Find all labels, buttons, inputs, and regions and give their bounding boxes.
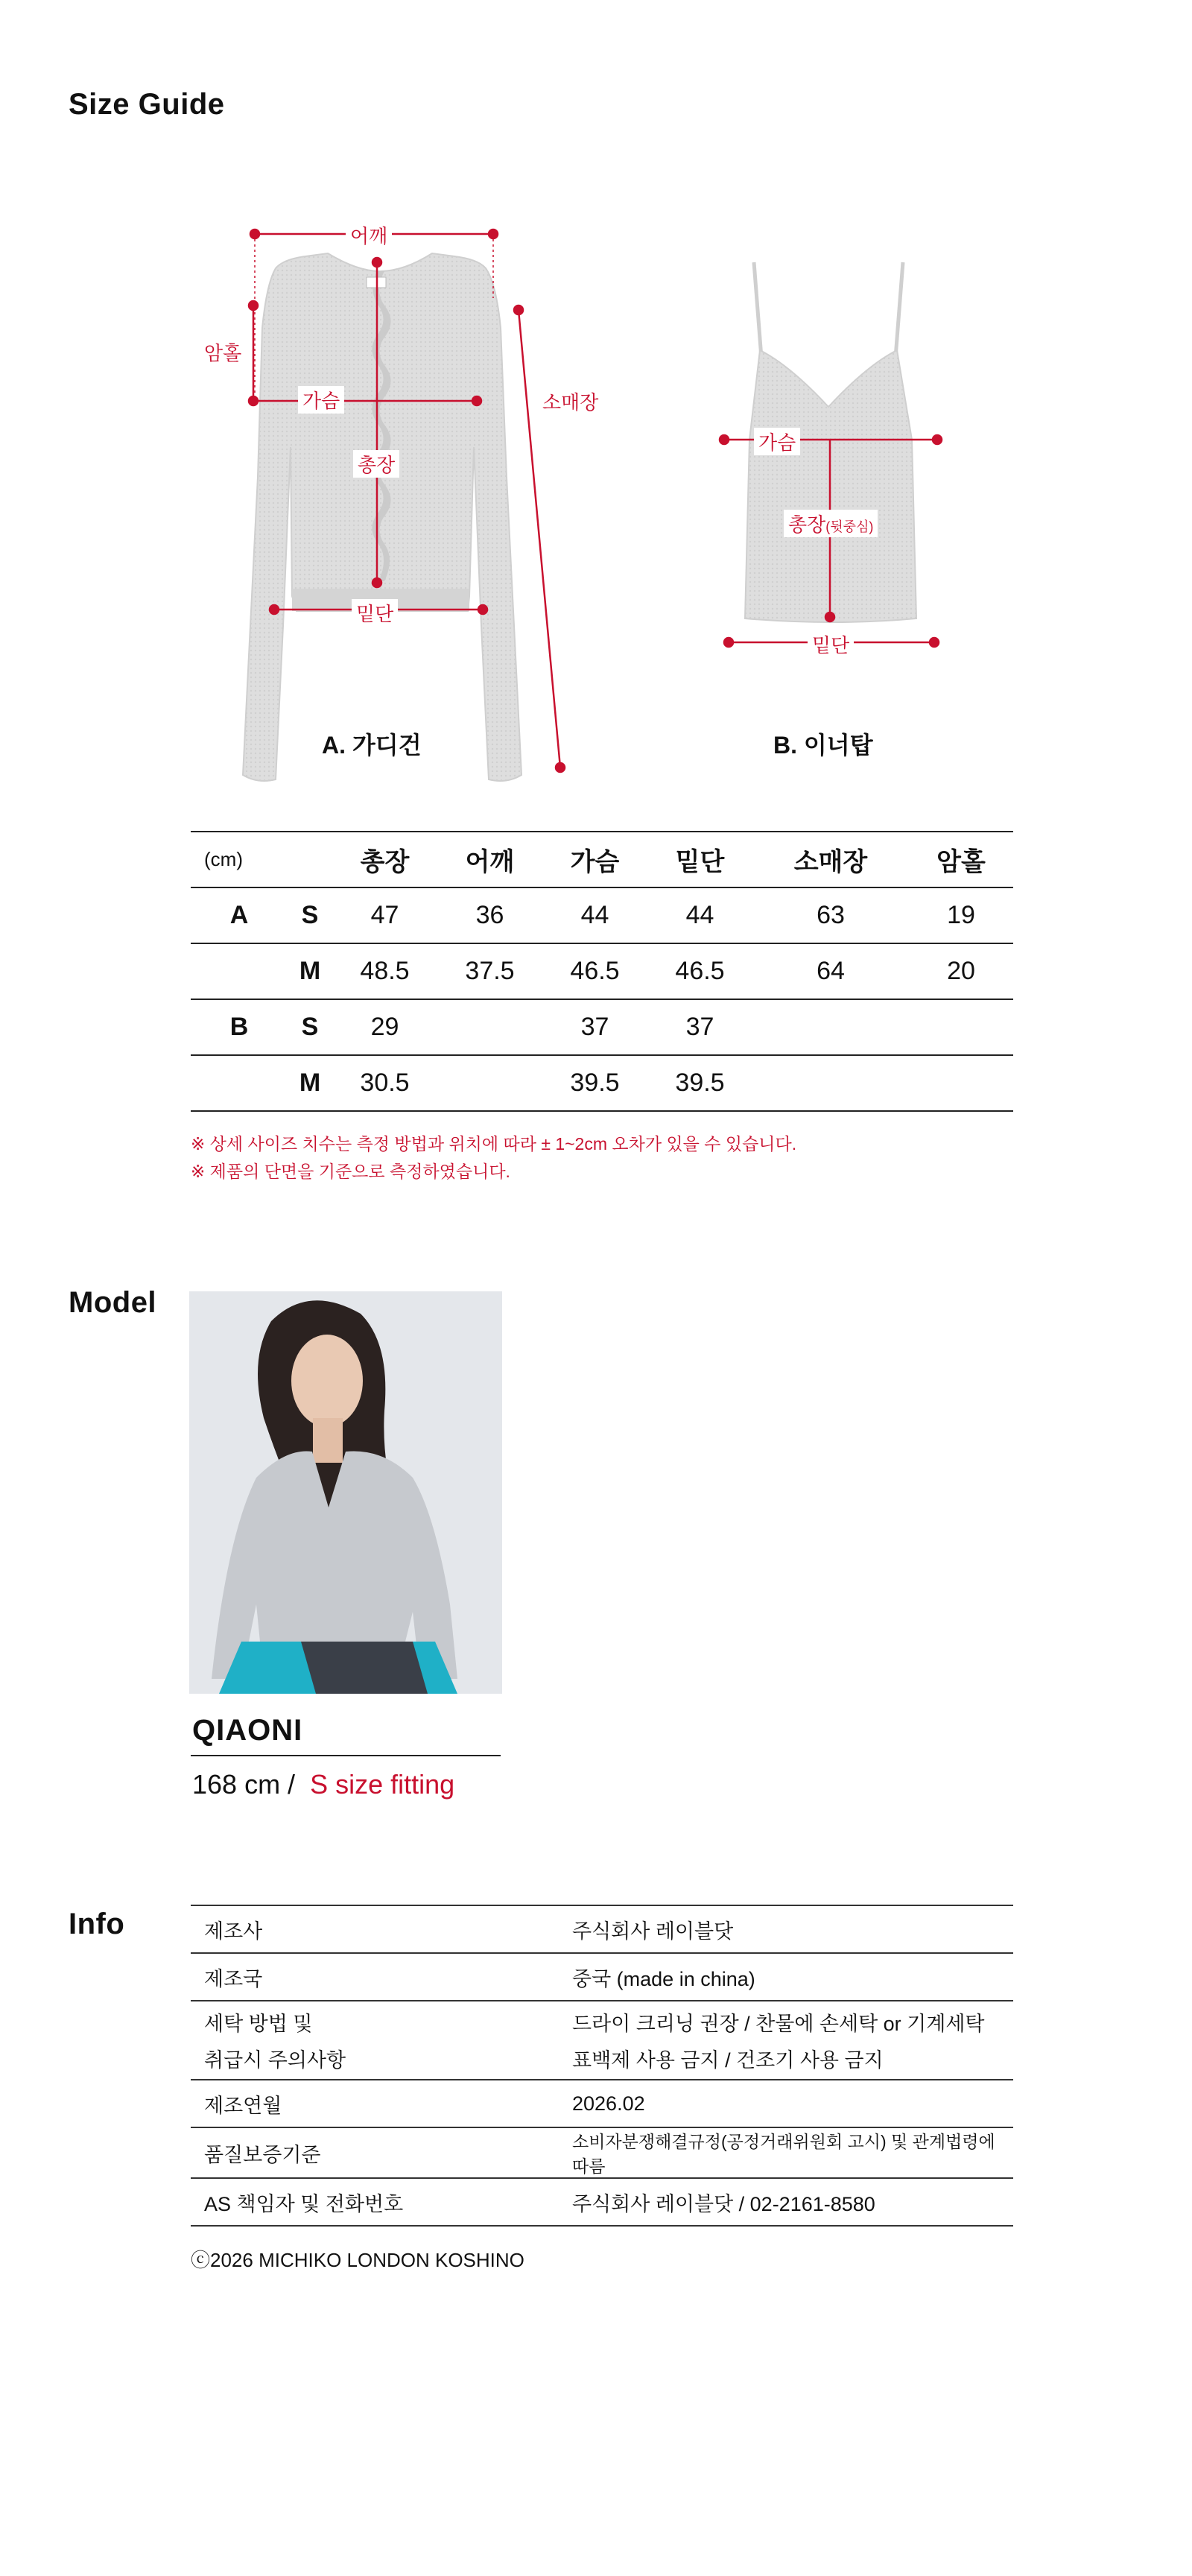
col-header: 가슴	[570, 848, 620, 876]
col-header: 소매장	[793, 848, 868, 876]
size-table	[191, 831, 1013, 1112]
value-cell: 46.5	[570, 957, 620, 985]
value-cell: 64	[817, 957, 845, 985]
top-chest-label: 가슴	[754, 428, 800, 455]
info-row	[191, 1953, 1013, 2001]
value-cell: 44	[685, 901, 714, 929]
model-illustration	[189, 1291, 502, 1694]
size-cell: M	[299, 1069, 321, 1097]
group-cell: A	[229, 901, 249, 929]
info-row	[191, 2080, 1013, 2127]
table-row	[191, 887, 1013, 943]
table-row	[191, 1055, 1013, 1111]
unit-label: (cm)	[204, 848, 243, 870]
col-header: 총장	[360, 848, 410, 876]
value-cell	[909, 999, 1013, 1055]
model-fit-info	[192, 1769, 454, 1800]
value-cell: 29	[370, 1013, 399, 1041]
info-value: 중국 (made in china)	[572, 1967, 755, 1990]
size-note: ※ 상세 사이즈 치수는 측정 방법과 위치에 따라 ± 1~2cm 오차가 있을 수 있습니다.	[191, 1134, 797, 1153]
info-value: 2026.02	[572, 2092, 645, 2115]
info-table	[191, 1905, 1013, 2227]
value-cell	[752, 999, 909, 1055]
value-cell: 48.5	[360, 957, 410, 985]
value-cell	[437, 999, 542, 1055]
size-guide-title: Size Guide	[69, 88, 225, 121]
info-key	[191, 2001, 559, 2080]
size-cell: M	[299, 957, 321, 985]
cardigan-armhole-label: 암홀	[200, 338, 246, 366]
cardigan-diagram	[209, 224, 611, 805]
value-cell	[909, 1055, 1013, 1111]
size-cell: S	[301, 901, 319, 929]
top-length-text: 총장	[788, 513, 826, 536]
group-cell: B	[229, 1013, 249, 1041]
model-height: 168 cm /	[192, 1769, 296, 1800]
model-photo	[189, 1291, 502, 1694]
model-title: Model	[69, 1286, 157, 1319]
table-row	[191, 943, 1013, 999]
value-cell: 36	[475, 901, 504, 929]
value-cell: 47	[370, 901, 399, 929]
value-cell: 20	[947, 957, 975, 985]
info-key: AS 책임자 및 전화번호	[204, 2192, 404, 2215]
model-fitting: S size fitting	[310, 1769, 455, 1800]
value-cell	[752, 1055, 909, 1111]
inner-top-caption: B. 이너탑	[773, 732, 873, 759]
table-row	[191, 999, 1013, 1055]
info-key: 품질보증기준	[204, 2143, 321, 2166]
info-value-line: 표백제 사용 금지 / 건조기 사용 금지	[572, 2049, 884, 2072]
value-cell: 44	[580, 901, 609, 929]
info-key-line: 세탁 방법 및	[204, 2013, 313, 2035]
info-value-line: 드라이 크리닝 권장 / 찬물에 손세탁 or 기계세탁	[572, 2013, 985, 2035]
value-cell: 37	[685, 1013, 714, 1041]
value-cell: 37	[580, 1013, 609, 1041]
info-row	[191, 2127, 1013, 2178]
info-value: 주식회사 레이블닷 / 02-2161-8580	[572, 2192, 875, 2215]
info-row	[191, 2178, 1013, 2226]
group-cell	[191, 1055, 288, 1111]
size-table-header	[191, 832, 1013, 887]
info-row	[191, 2001, 1013, 2080]
col-header: 어깨	[465, 848, 515, 876]
info-key-line: 취급시 주의사항	[204, 2049, 346, 2072]
top-hem-label: 밑단	[808, 630, 854, 658]
cardigan-length-label: 총장	[353, 450, 399, 478]
cardigan-chest-label: 가슴	[298, 386, 344, 414]
info-value-text: 소비자분쟁해결규정(공정거래위원회 고시) 및 관계법령에 따름	[572, 2132, 995, 2176]
value-cell: 39.5	[675, 1069, 725, 1097]
top-length-label	[784, 510, 878, 537]
cardigan-hem-label: 밑단	[352, 599, 398, 627]
cardigan-shoulder-label: 어깨	[346, 221, 392, 249]
info-key: 제조국	[204, 1967, 263, 1990]
top-length-note: (뒷중심)	[825, 519, 874, 534]
value-cell: 46.5	[675, 957, 725, 985]
info-key: 제조연월	[204, 2094, 282, 2117]
model-name: QIAONI	[192, 1714, 303, 1747]
inner-top-diagram	[708, 253, 961, 671]
size-cell: S	[301, 1013, 319, 1041]
cardigan-caption: A. 가디건	[322, 732, 422, 759]
value-cell: 37.5	[465, 957, 515, 985]
size-note: ※ 제품의 단면을 기준으로 측정하였습니다.	[191, 1162, 510, 1181]
size-col-spacer	[288, 832, 332, 887]
value-cell: 63	[817, 901, 845, 929]
info-row	[191, 1905, 1013, 1953]
info-title: Info	[69, 1908, 125, 1940]
col-header: 밑단	[675, 848, 725, 876]
value-cell: 39.5	[570, 1069, 620, 1097]
copyright: ⓒ2026 MICHIKO LONDON KOSHINO	[191, 2249, 524, 2271]
cardigan-sleeve-label: 소매장	[538, 387, 603, 415]
group-cell	[191, 943, 288, 999]
info-value	[559, 2001, 1013, 2080]
value-cell: 30.5	[360, 1069, 410, 1097]
info-value	[559, 2127, 1013, 2178]
model-divider	[191, 1755, 501, 1756]
value-cell	[437, 1055, 542, 1111]
col-header: 암홀	[936, 848, 986, 876]
info-key: 제조사	[204, 1920, 263, 1943]
value-cell: 19	[947, 901, 975, 929]
info-value: 주식회사 레이블닷	[572, 1920, 734, 1943]
